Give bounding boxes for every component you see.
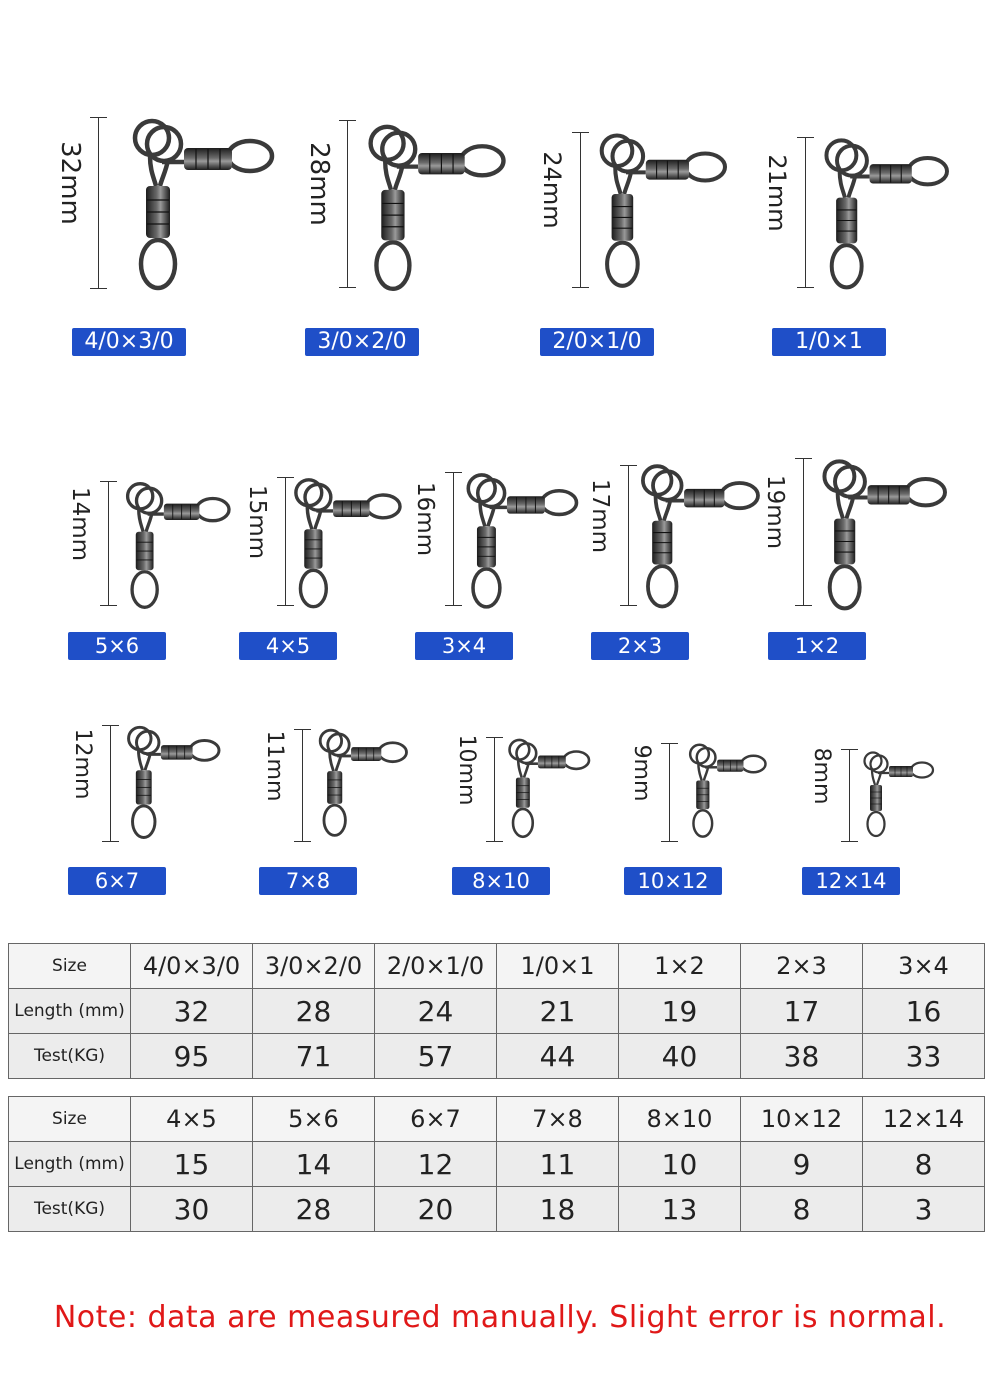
length-dimension-label: 28mm xyxy=(304,142,334,226)
size-label-badge: 1/0×1 xyxy=(772,328,886,356)
test-cell: 38 xyxy=(741,1034,863,1079)
length-cell: 24 xyxy=(375,989,497,1034)
dimension-ruler xyxy=(347,120,348,288)
length-dimension-label: 21mm xyxy=(763,153,791,232)
length-dimension-label: 8mm xyxy=(809,747,834,804)
swivel-illustration xyxy=(813,457,954,615)
length-dimension-label: 24mm xyxy=(538,151,566,229)
size-cell: 8×10 xyxy=(619,1097,741,1142)
size-cell: 3/0×2/0 xyxy=(253,944,375,989)
triple-swivel-image xyxy=(122,116,282,301)
length-dimension-label: 11mm xyxy=(262,730,287,801)
length-cell: 10 xyxy=(619,1142,741,1187)
length-dimension-label: 15mm xyxy=(244,484,270,559)
length-cell: 21 xyxy=(497,989,619,1034)
size-label-badge: 5×6 xyxy=(68,632,166,660)
triple-swivel-image xyxy=(502,737,595,844)
size-cell: 4×5 xyxy=(131,1097,253,1142)
test-cell: 13 xyxy=(619,1187,741,1232)
length-row xyxy=(9,989,985,1034)
dimension-ruler xyxy=(669,743,670,842)
dimension-ruler xyxy=(110,725,111,842)
size-label-badge: 4/0×3/0 xyxy=(72,328,186,356)
spec-table-2 xyxy=(8,1096,985,1232)
length-row xyxy=(9,1142,985,1187)
triple-swivel-image xyxy=(458,471,584,617)
size-cell: 2×3 xyxy=(741,944,863,989)
size-label-badge: 7×8 xyxy=(259,867,357,895)
triple-swivel-image xyxy=(358,122,513,301)
size-cell: 1/0×1 xyxy=(497,944,619,989)
triple-swivel-image xyxy=(813,457,954,620)
test-cell: 8 xyxy=(741,1187,863,1232)
swivel-illustration xyxy=(286,476,408,613)
swivel-illustration xyxy=(858,750,938,840)
length-dimension-label: 12mm xyxy=(70,728,95,799)
test-cell: 18 xyxy=(497,1187,619,1232)
size-label-badge: 3/0×2/0 xyxy=(305,328,419,356)
test-row xyxy=(9,1034,985,1079)
length-cell: 14 xyxy=(253,1142,375,1187)
length-dimension-label: 19mm xyxy=(762,474,788,550)
triple-swivel-image xyxy=(286,476,408,617)
size-cell: 7×8 xyxy=(497,1097,619,1142)
length-cell: 32 xyxy=(131,989,253,1034)
header-length: Length (mm) xyxy=(9,1142,131,1187)
size-label-badge: 12×14 xyxy=(802,867,900,895)
length-cell: 19 xyxy=(619,989,741,1034)
swivel-illustration xyxy=(815,136,956,294)
swivel-illustration xyxy=(632,462,766,613)
length-cell: 11 xyxy=(497,1142,619,1187)
test-cell: 20 xyxy=(375,1187,497,1232)
header-length: Length (mm) xyxy=(9,989,131,1034)
swivel-illustration xyxy=(683,742,771,841)
dimension-ruler xyxy=(580,132,581,288)
measurement-note: Note: data are measured manually. Slight error is normal. xyxy=(53,1300,947,1335)
swivel-illustration xyxy=(118,480,236,613)
size-label-badge: 2×3 xyxy=(591,632,689,660)
size-label-badge: 2/0×1/0 xyxy=(540,328,654,356)
test-cell: 71 xyxy=(253,1034,375,1079)
dimension-ruler xyxy=(494,737,495,842)
length-cell: 12 xyxy=(375,1142,497,1187)
test-row xyxy=(9,1187,985,1232)
swivel-illustration xyxy=(458,471,584,613)
length-cell: 15 xyxy=(131,1142,253,1187)
size-cell: 5×6 xyxy=(253,1097,375,1142)
test-cell: 30 xyxy=(131,1187,253,1232)
length-cell: 17 xyxy=(741,989,863,1034)
size-cell: 10×12 xyxy=(741,1097,863,1142)
size-row xyxy=(9,944,985,989)
swivel-illustration xyxy=(120,724,226,843)
test-cell: 95 xyxy=(131,1034,253,1079)
test-cell: 33 xyxy=(863,1034,985,1079)
header-size: Size xyxy=(9,1097,131,1142)
length-dimension-label: 16mm xyxy=(412,481,438,557)
dimension-ruler xyxy=(98,117,99,289)
test-cell: 3 xyxy=(863,1187,985,1232)
test-cell: 57 xyxy=(375,1034,497,1079)
length-cell: 16 xyxy=(863,989,985,1034)
test-cell: 28 xyxy=(253,1187,375,1232)
header-size: Size xyxy=(9,944,131,989)
triple-swivel-image xyxy=(815,136,956,299)
dimension-ruler xyxy=(628,465,629,606)
size-cell: 6×7 xyxy=(375,1097,497,1142)
size-cell: 12×14 xyxy=(863,1097,985,1142)
test-cell: 44 xyxy=(497,1034,619,1079)
dimension-ruler xyxy=(805,137,806,288)
triple-swivel-image xyxy=(858,750,938,843)
length-dimension-label: 10mm xyxy=(454,734,479,805)
length-dimension-label: 32mm xyxy=(55,141,85,225)
length-cell: 9 xyxy=(741,1142,863,1187)
dimension-ruler xyxy=(302,729,303,842)
swivel-illustration xyxy=(502,737,595,841)
triple-swivel-image xyxy=(312,727,413,844)
size-row xyxy=(9,1097,985,1142)
swivel-illustration xyxy=(590,131,734,293)
triple-swivel-image xyxy=(683,742,771,844)
swivel-illustration xyxy=(312,727,413,840)
size-cell: 4/0×3/0 xyxy=(131,944,253,989)
triple-swivel-image xyxy=(590,131,734,298)
dimension-ruler xyxy=(849,749,850,842)
swivel-illustration xyxy=(122,116,282,296)
dimension-ruler xyxy=(803,458,804,606)
length-dimension-label: 17mm xyxy=(587,478,613,553)
dimension-ruler xyxy=(453,472,454,606)
length-cell: 28 xyxy=(253,989,375,1034)
length-cell: 8 xyxy=(863,1142,985,1187)
size-label-badge: 6×7 xyxy=(68,867,166,895)
size-label-badge: 1×2 xyxy=(768,632,866,660)
dimension-ruler xyxy=(108,481,109,606)
size-cell: 3×4 xyxy=(863,944,985,989)
size-label-badge: 4×5 xyxy=(239,632,337,660)
header-test: Test(KG) xyxy=(9,1034,131,1079)
triple-swivel-image xyxy=(632,462,766,617)
triple-swivel-image xyxy=(120,724,226,846)
spec-table-1 xyxy=(8,943,985,1079)
size-cell: 1×2 xyxy=(619,944,741,989)
size-cell: 2/0×1/0 xyxy=(375,944,497,989)
size-label-badge: 8×10 xyxy=(452,867,550,895)
length-dimension-label: 9mm xyxy=(629,744,654,801)
triple-swivel-image xyxy=(118,480,236,617)
length-dimension-label: 14mm xyxy=(67,486,93,561)
size-label-badge: 3×4 xyxy=(415,632,513,660)
test-cell: 40 xyxy=(619,1034,741,1079)
size-label-badge: 10×12 xyxy=(624,867,722,895)
header-test: Test(KG) xyxy=(9,1187,131,1232)
swivel-illustration xyxy=(358,122,513,297)
